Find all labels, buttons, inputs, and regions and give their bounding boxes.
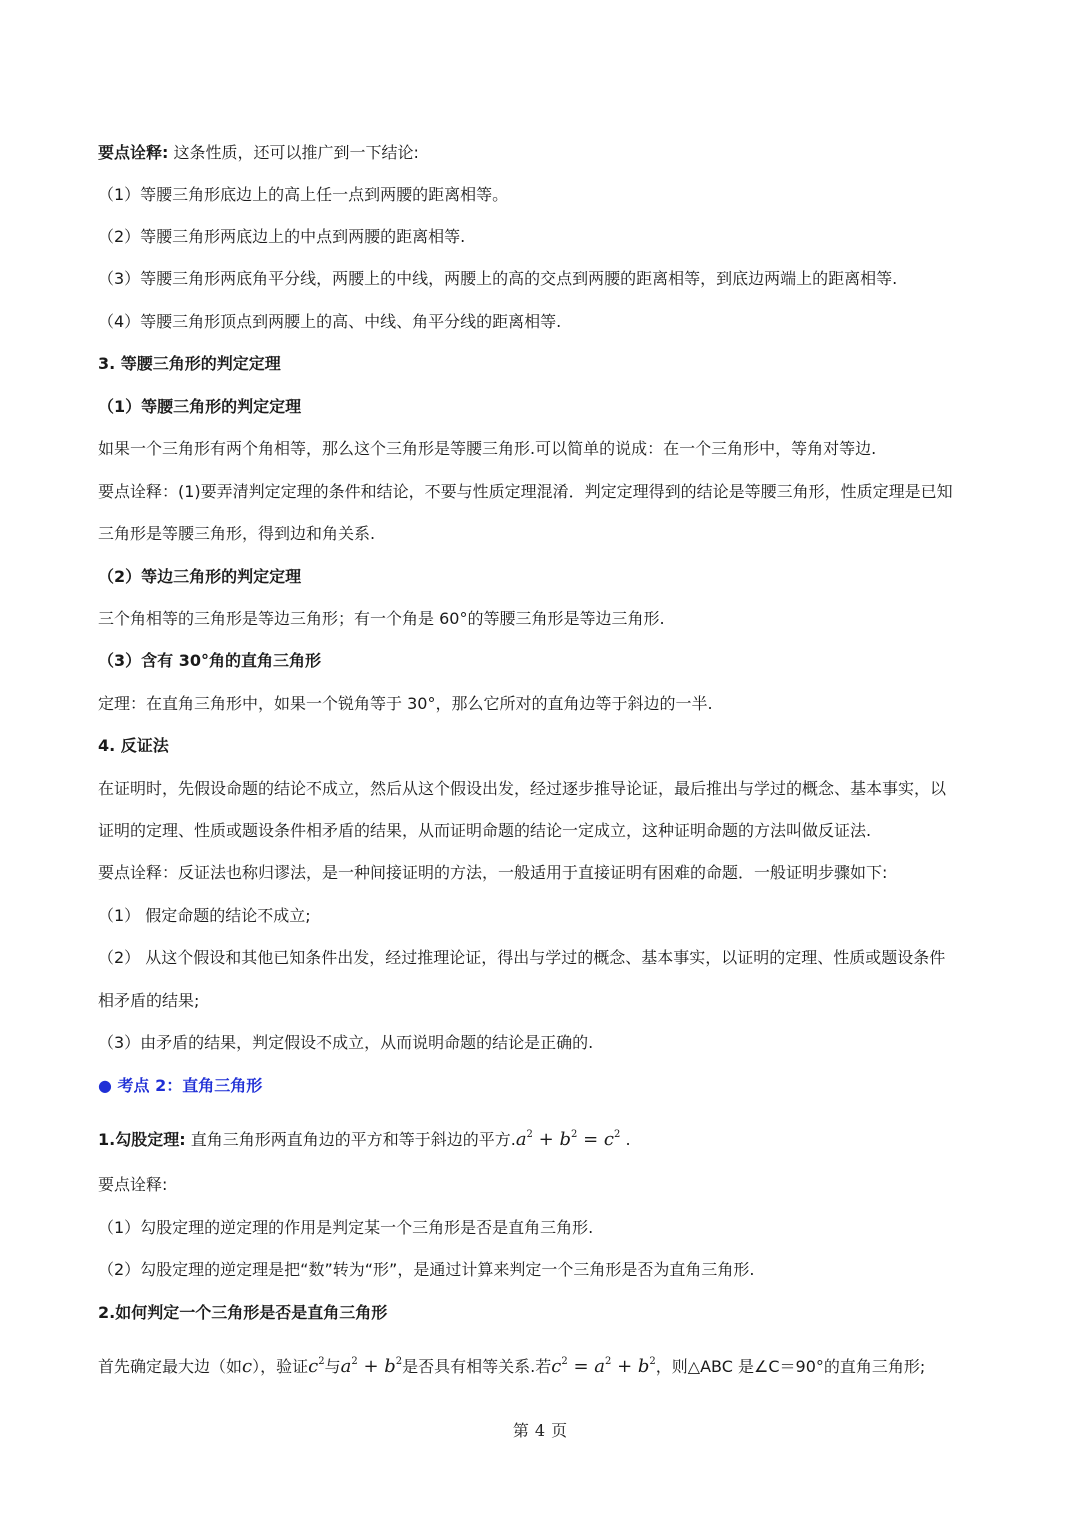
page-number: 4 (534, 1421, 546, 1440)
notes-heading (98, 142, 978, 164)
gougu-label: 1.勾股定理: (98, 1130, 186, 1149)
judge-title: 2.如何判定一个三角形是否是直角三角形 (98, 1303, 388, 1322)
kaodian-2-heading (98, 1075, 978, 1097)
section-4-note: 要点诠释：反证法也称归谬法，是一种间接证明的方法，一般适用于直接证明有困难的命题．一般证明步骤如下: (98, 863, 888, 882)
page-footer (0, 1418, 1080, 1441)
section-4-para-line2: 证明的定理、性质或题设条件相矛盾的结果，从而证明命题的结论一定成立，这种证明命题的方法叫做反证法. (98, 821, 872, 840)
bullet-icon: ● (98, 1076, 112, 1095)
footer-ye: 页 (551, 1421, 568, 1440)
notes-item-3: （3）等腰三角形两底角平分线，两腰上的中线，两腰上的高的交点到两腰的距离相等，到底边两端上的距离相等. (98, 269, 898, 288)
gougu-formula: $a^2 + b^2 = c^2$ (515, 1129, 621, 1150)
footer-di: 第 (512, 1421, 529, 1440)
notes-item-1: （1）等腰三角形底边上的高上任一点到两腰的距离相等。 (98, 185, 509, 204)
section-4-step1: （1） 假定命题的结论不成立; (98, 906, 311, 925)
notes-heading-text: 这条性质，还可以推广到一下结论: (168, 143, 419, 162)
kaodian-2-title: 考点 2：直角三角形 (111, 1076, 263, 1095)
section-3-sub2-title: （2）等边三角形的判定定理 (98, 567, 302, 586)
section-3-sub2-text: 三个角相等的三角形是等边三角形；有一个角是 60°的等腰三角形是等边三角形. (98, 609, 665, 628)
notes-item-4: （4）等腰三角形顶点到两腰上的高、中线、角平分线的距离相等. (98, 312, 562, 331)
section-4-step2-line2: 相矛盾的结果; (98, 991, 200, 1010)
section-3-sub3-text: 定理：在直角三角形中，如果一个锐角等于 30°，那么它所对的直角边等于斜边的一半. (98, 694, 713, 713)
notes-item-2: （2）等腰三角形两底边上的中点到两腰的距离相等. (98, 227, 466, 246)
notes-heading-label: 要点诠释: (98, 143, 169, 162)
gougu-note: 要点诠释: (98, 1175, 168, 1194)
gougu-item-2: （2）勾股定理的逆定理是把“数”转为“形”，是通过计算来判定一个三角形是否为直角三角形. (98, 1260, 755, 1279)
section-3-sub3-title: （3）含有 30°角的直角三角形 (98, 651, 321, 670)
judge-text: 首先确定最大边（如c），验证$c^2$与$a^2 + b^2$是否具有相等关系.若$c^2 = a^2 + b^2$，则△ABC 是∠C＝90°的直角三角形; (98, 1356, 926, 1377)
section-4-para-line1: 在证明时，先假设命题的结论不成立，然后从这个假设出发，经过逐步推导论证，最后推出与学过的概念、基本事实，以 (98, 779, 947, 798)
section-4-step3: （3）由矛盾的结果，判定假设不成立，从而说明命题的结论是正确的. (98, 1033, 594, 1052)
section-4-step2-line1: （2） 从这个假设和其他已知条件出发，经过推理论证，得出与学过的概念、基本事实，以证明的定理、性质或题设条件 (98, 948, 946, 967)
section-3-sub1-note-line2: 三角形是等腰三角形，得到边和角关系. (98, 524, 376, 543)
gougu-theorem: 1.勾股定理: 直角三角形两直角边的平方和等于斜边的平方$.a^2 + b^2 = c^2$ . (98, 1129, 631, 1150)
section-4-title: 4. 反证法 (98, 736, 169, 755)
section-3-sub1-title: （1）等腰三角形的判定定理 (98, 397, 302, 416)
section-3-sub1-text: 如果一个三角形有两个角相等，那么这个三角形是等腰三角形.可以简单的说成：在一个三角形中，等角对等边. (98, 439, 877, 458)
gougu-text: 直角三角形两直角边的平方和等于斜边的平方. (185, 1130, 516, 1149)
section-3-title: 3. 等腰三角形的判定定理 (98, 354, 281, 373)
section-3-sub1-note-line1: 要点诠释：(1)要弄清判定定理的条件和结论，不要与性质定理混淆．判定定理得到的结论是等腰三角形，性质定理是已知 (98, 482, 953, 501)
gougu-item-1: （1）勾股定理的逆定理的作用是判定某一个三角形是否是直角三角形. (98, 1218, 594, 1237)
